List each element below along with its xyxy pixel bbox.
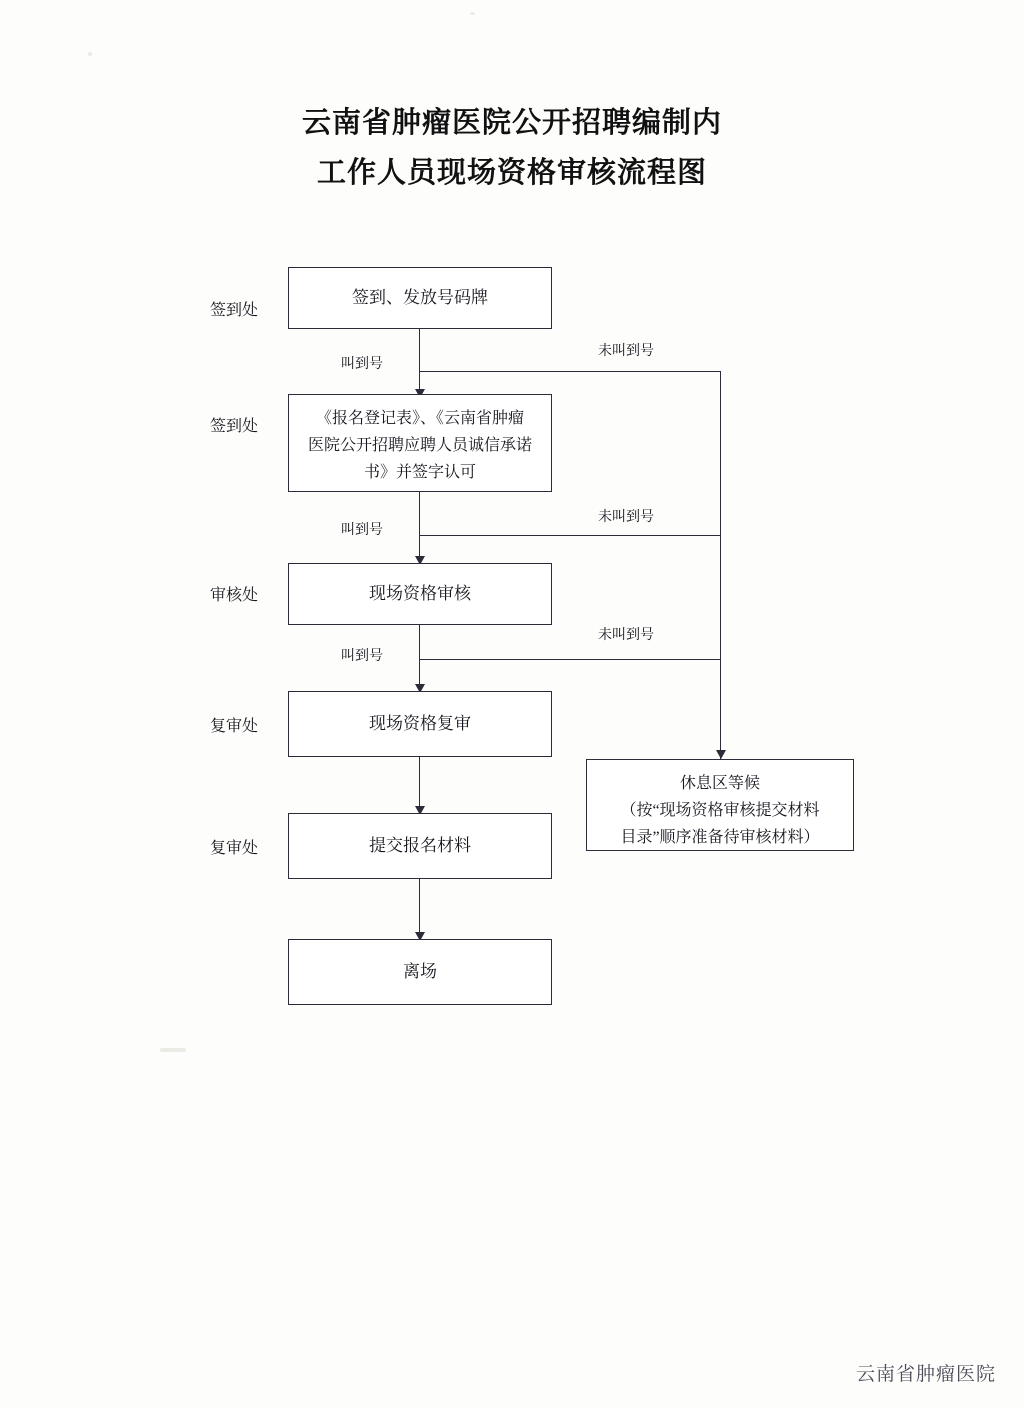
title-line-2: 工作人员现场资格审核流程图 bbox=[316, 157, 707, 189]
flow-node-submit-materials[interactable] bbox=[288, 813, 552, 879]
flow-node-registration-form[interactable] bbox=[288, 394, 552, 492]
flow-node-rest-area-line-2: （按“现场资格审核提交材料 bbox=[620, 802, 820, 819]
flow-node-rest-area-line-3: 目录”顺序准备待审核材料） bbox=[620, 829, 820, 846]
edge-review-to-recheck bbox=[419, 625, 420, 691]
flow-node-registration-line-2: 医院公开招聘应聘人员诚信承诺 bbox=[307, 437, 532, 454]
edge-label-not-called-3: 未叫到号 bbox=[598, 628, 654, 643]
flow-node-onsite-recheck-label: 现场资格复审 bbox=[369, 714, 471, 733]
edge-recheck-to-submit bbox=[419, 757, 420, 813]
footer-watermark: 云南省肿瘤医院 bbox=[855, 1364, 996, 1385]
flow-node-onsite-recheck[interactable] bbox=[288, 691, 552, 757]
flow-node-signin[interactable] bbox=[288, 267, 552, 329]
paper-speck bbox=[470, 12, 475, 15]
edge-arrow-to-rest-area bbox=[716, 750, 726, 759]
edge-review-to-rest-horizontal bbox=[419, 659, 721, 660]
edge-label-called-3: 叫到号 bbox=[341, 649, 383, 664]
title-line-1: 云南省肿瘤医院公开招聘编制内 bbox=[301, 107, 722, 139]
flow-node-exit-label: 离场 bbox=[403, 962, 437, 981]
paper-speck bbox=[88, 52, 92, 56]
edge-signin-to-rest-horizontal bbox=[419, 371, 721, 372]
stage-label-recheck-1: 复审处 bbox=[210, 718, 259, 735]
flow-node-rest-area[interactable] bbox=[586, 759, 854, 851]
flow-node-registration-line-3: 书》并签字认可 bbox=[363, 464, 476, 481]
flow-node-exit[interactable] bbox=[288, 939, 552, 1005]
edge-signin-to-form bbox=[419, 329, 420, 391]
flow-node-signin-label: 签到、发放号码牌 bbox=[352, 288, 488, 307]
flow-node-rest-area-line-1: 休息区等候 bbox=[679, 775, 760, 792]
flow-node-submit-materials-label: 提交报名材料 bbox=[369, 836, 471, 855]
stage-label-signin-2: 签到处 bbox=[210, 418, 259, 435]
stage-label-recheck-2: 复审处 bbox=[210, 840, 259, 857]
edge-form-to-review bbox=[419, 492, 420, 562]
page-title bbox=[0, 98, 1024, 198]
edge-label-called-2: 叫到号 bbox=[341, 523, 383, 538]
edge-label-called-1: 叫到号 bbox=[341, 357, 383, 372]
edge-rest-trunk-vertical bbox=[720, 371, 721, 759]
edge-label-not-called-2: 未叫到号 bbox=[598, 510, 654, 525]
edge-form-to-rest-horizontal bbox=[419, 535, 721, 536]
edge-submit-to-exit bbox=[419, 879, 420, 939]
flow-node-onsite-review-label: 现场资格审核 bbox=[369, 584, 471, 603]
edge-label-not-called-1: 未叫到号 bbox=[598, 344, 654, 359]
stage-label-signin-1: 签到处 bbox=[210, 302, 259, 319]
flow-node-registration-line-1: 《报名登记表》、《云南省肿瘤 bbox=[315, 410, 524, 427]
paper-speck bbox=[160, 1048, 186, 1052]
stage-label-review: 审核处 bbox=[210, 587, 259, 604]
flow-node-onsite-review[interactable] bbox=[288, 563, 552, 625]
